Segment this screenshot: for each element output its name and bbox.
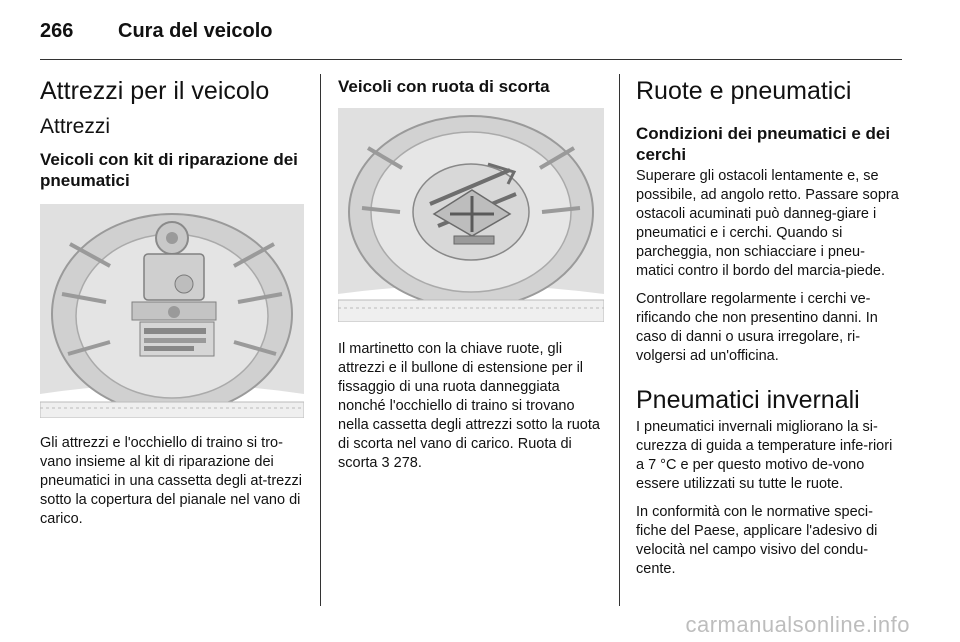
caption-spare-wheel-text: Il martinetto con la chiave ruote, gli attrezzi e il bullone di estensione per il fissaggio di una ruota danneggiata nonché l'occhiello di traino si trovano nella cassetta degli attrezzi sotto la ruota di scorta nel vano di carico. [338, 341, 600, 452]
heading-tyre-condition: Condizioni dei pneumatici e dei cerchi [636, 124, 891, 164]
chapter-title: Cura del veicolo [118, 19, 273, 42]
paragraph-winter-tyres: I pneumatici invernali migliorano la si-curezza di guida a temperature infe-riori a 7 °C e per questo motivo de-vono essere utilizzati su tutte le ruote. [636, 419, 893, 492]
header-divider [40, 59, 902, 60]
subsection-heading-tools: Attrezzi [40, 115, 111, 138]
column-middle [338, 64, 604, 473]
paragraph-speed-sticker: In conformità con le normative speci-fiche del Paese, applicare l'adesivo di velocità nel campo visivo del condu-cente. [636, 504, 878, 577]
caption-spare-wheel [338, 340, 604, 473]
section-heading-winter-tyres: Pneumatici invernali [636, 386, 860, 414]
column-divider-1 [320, 74, 321, 606]
page-reference-icon: 3 [381, 455, 390, 471]
section-heading-tools: Attrezzi per il veicolo [40, 77, 270, 105]
paragraph-obstacles: Superare gli ostacoli lentamente e, se possibile, ad angolo retto. Passare sopra ostacoli acuminati può danneg-giare i pneumatici e i cerchi. Quando si parcheggia, non schiacciare i pneu-matici contro il bordo del marcia-piede. [636, 168, 899, 279]
page-number: 266 [40, 19, 74, 42]
section-heading-wheels-tyres: Ruote e pneumatici [636, 77, 852, 105]
column-left [40, 64, 304, 529]
heading-repair-kit: Veicoli con kit di riparazione dei pneumatici [40, 150, 298, 190]
caption-repair-kit: Gli attrezzi e l'occhiello di traino si tro-vano insieme al kit di riparazione dei pneumatici in una cassetta degli at-trezzi sotto la copertura del pianale nel vano di carico. [40, 435, 302, 527]
page-header [40, 14, 273, 48]
paragraph-rim-check: Controllare regolarmente i cerchi ve-rificando che non presentino danni. In caso di danni o usura irregolare, ri-volgersi ad un'officina. [636, 291, 878, 364]
watermark: carmanualsonline.info [685, 612, 910, 637]
column-divider-2 [619, 74, 620, 606]
cross-reference-page: 278. [393, 455, 422, 471]
repair-kit-figure [40, 204, 304, 418]
heading-spare-wheel: Veicoli con ruota di scorta [338, 77, 550, 96]
cross-reference-text: Ruota di scorta [338, 436, 572, 471]
spare-wheel-figure [338, 108, 604, 322]
column-right [636, 64, 902, 579]
